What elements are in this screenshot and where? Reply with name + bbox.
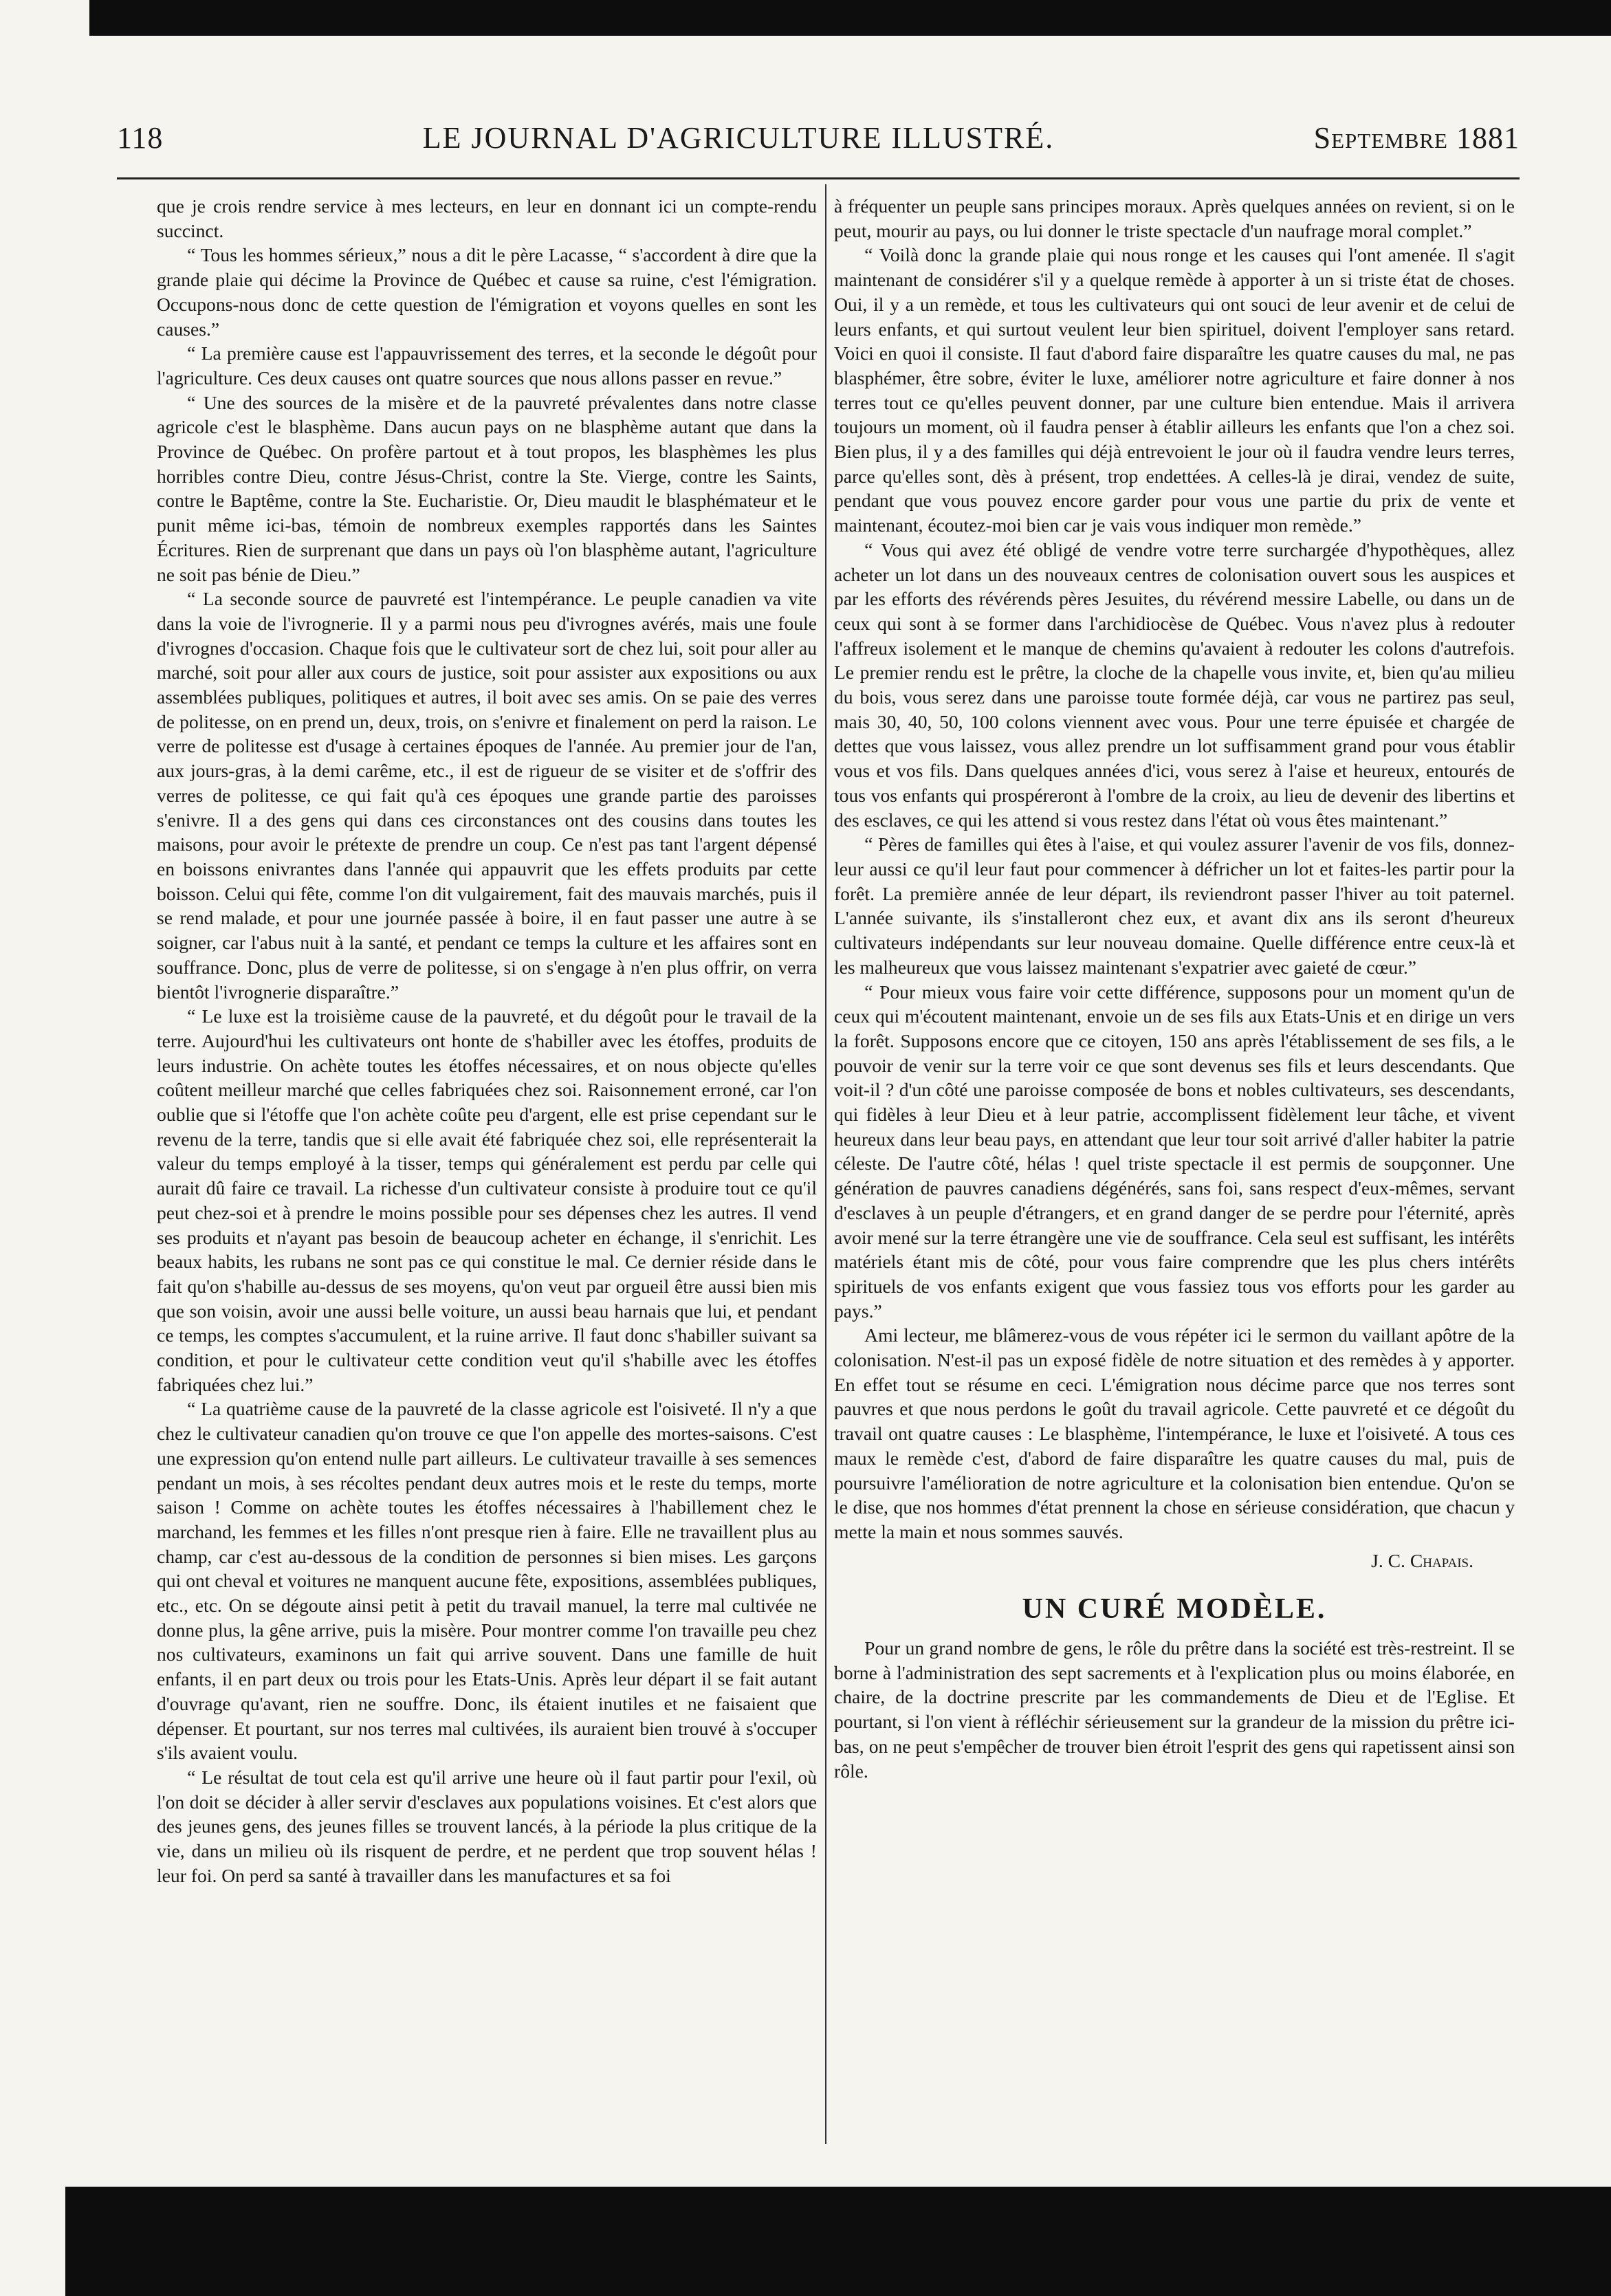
author-signature: J. C. Chapais. bbox=[1371, 1549, 1473, 1571]
paragraph: “ Pères de familles qui êtes à l'aise, et qui voulez assurer l'avenir de vos fils, donnez-leur aussi ce qu'il leur faut pour commencer à défricher un lot et faites-les partir pour la forêt. La première année de leur départ, ils reviendront passer l'hiver au toit paternel. L'année suivante, ils s'installeront chez eux, et avant dix ans ils seront d'heureux cultivateurs indépendants sur leur nouveau domaine. Quelle différence entre ceux-là et les malheureux que vous laissez maintenant s'expatrier avec gaieté de cœur.” bbox=[834, 833, 1515, 978]
issue-date: Septembre 1881 bbox=[1313, 121, 1520, 155]
section-heading: UN CURÉ MODÈLE. bbox=[1022, 1593, 1327, 1626]
journal-title: LE JOURNAL D'AGRICULTURE ILLUSTRÉ. bbox=[422, 121, 1055, 155]
paragraph: “ Pour mieux vous faire voir cette différence, supposons pour un moment qu'un de ceux qui m'écoutent maintenant, envoie un de ses fils aux Etats-Unis et en dirige un vers la forêt. Supposons encore que ce citoyen, 150 ans après l'établissement de ses fils, a le pouvoir de venir sur la terre voir ce que sont devenus ses fils et leurs descendants. Que voit-il ? d'un côté une paroisse composée de bons et nobles cultivateurs, ses descendants, qui fidèles à leur Dieu et à leur patrie, accomplissent fidèlement leur tâche, et vivent heureux dans leur beau pays, en attendant que leur tour soit arrivé d'aller habiter la patrie céleste. De l'autre côté, hélas ! quel triste spectacle il est permis de soupçonner. Une génération de pauvres canadiens dégénérés, sans foi, sans respect d'eux-mêmes, servant d'esclaves à un peuple d'étrangers, et en grand danger de se perdre pour l'éternité, après avoir mené sur la terre étrangère une vie de souffrance. Cela seul est suffisant, les intérêts matériels étant mis de côté, pour vous faire comprendre que les plus chers intérêts spirituels de vos enfants exigent que vous fassiez tous vos efforts pour les garder au pays.” bbox=[834, 981, 1515, 1322]
paragraph: “ Vous qui avez été obligé de vendre votre terre surchargée d'hypothèques, allez acheter un lot dans un des nouveaux centres de colonisation ouvert sous les auspices et par les efforts des révérends pères Jesuites, du révérend messire Labelle, ou dans un de ceux qui sont à se former dans l'archidiocèse de Québec. Vous n'avez plus à redouter l'affreux isolement et le manque de chemins qu'avaient à redouter les colons d'autrefois. Le premier rendu est le prêtre, la cloche de la chapelle vous invite, et, bien qu'au milieu du bois, vous serez dans une paroisse toute formée déjà, car vous ne partirez pas seul, mais 30, 40, 50, 100 colons viennent avec vous. Pour une terre épuisée et chargée de dettes que vous laissez, vous allez prendre un lot suffisamment grand pour vous établir vous et vos fils. Dans quelques années d'ici, vous serez à l'aise et heureux, entourés de tous vos enfants qui prospéreront à l'ombre de la croix, au lieu de devenir des libertins et des esclaves, ce qui les attend si vous restez dans l'état où vous êtes maintenant.” bbox=[834, 538, 1515, 831]
paragraph: “ La seconde source de pauvreté est l'intempérance. Le peuple canadien va vite dans la voie de l'ivrognerie. Il y a parmi nous peu d'ivrognes avérés, mais une foule d'ivrognes d'occasion. Chaque fois que le cultivateur sort de chez lui, soit pour aller au marché, soit pour aller aux cours de justice, soit pour assister aux expositions ou aux assemblées publiques, politiques et autres, il boit avec ses amis. On se paie des verres de politesse, on en prend un, deux, trois, on s'enivre et finalement on perd la raison. Le verre de politesse est d'usage à certaines époques de l'année. Au premier jour de l'an, aux jours-gras, à la demi carême, etc., il est de rigueur de se visiter et de s'offrir des verres de politesse, ce qui fait qu'à ces époques une grande partie des paroisses s'enivre. Il a des gens qui dans ces circonstances ont des cousins dans toutes les maisons, pour avoir le prétexte de prendre un coup. Ce n'est pas tant l'argent dépensé en boissons enivrantes dans l'année qui appauvrit que les effets produits par cette boisson. Celui qui fête, comme l'on dit vulgairement, fait des mauvais marchés, puis il se rend malade, et pour une journée passée à boire, il en faut passer une autre à se soigner, car l'abus nuit à la santé, et pendant ce temps la culture et les affaires sont en souffrance. Donc, plus de verre de politesse, si on s'engage à n'en plus offrir, on verra bientôt l'ivrognerie disparaître.” bbox=[157, 588, 817, 1003]
paragraph: “ Une des sources de la misère et de la pauvreté prévalentes dans notre classe agricole c'est le blasphème. Dans aucun pays on ne blasphème autant que dans la Province de Québec. On profère partout et à tout propos, les blasphèmes les plus horribles contre Dieu, contre Jésus-Christ, contre la Ste. Vierge, contre les Saints, contre le Baptême, contre la Ste. Eucharistie. Or, Dieu maudit le blasphémateur et le punit même ici-bas, témoin de nombreux exemples rapportés dans les Saintes Écritures. Rien de surprenant que dans un pays où l'on blasphème autant, l'agriculture ne soit pas bénie de Dieu.” bbox=[157, 391, 817, 585]
right-column bbox=[834, 194, 1515, 1783]
scan-edge-bottom bbox=[65, 2187, 1611, 2296]
paragraph: Ami lecteur, me blâmerez-vous de vous répéter ici le sermon du vaillant apôtre de la colonisation. N'est-il pas un exposé fidèle de notre situation et des remèdes à y apporter. En effet tout se résume en ceci. L'émigration nous décime parce que nos terres sont pauvres et que nous perdons le goût du travail agricole. Cette pauvreté et ce dégoût du travail ont quatre causes : Le blasphème, l'intempérance, le luxe et l'oisiveté. A tous ces maux le remède c'est, d'abord de faire disparaître les quatre causes du mal, puis de poursuivre l'amélioration de notre agriculture et la colonisation bien entendue. Qu'on se le dise, que nos hommes d'état prennent la chose en sérieuse considération, que chacun y mette la main et nous sommes sauvés. bbox=[834, 1324, 1515, 1542]
paragraph: que je crois rendre service à mes lecteurs, en leur en donnant ici un compte-rendu succinct. bbox=[157, 195, 817, 241]
column-divider bbox=[825, 184, 826, 2144]
paragraph: “ La première cause est l'appauvrissement des terres, et la seconde le dégoût pour l'agriculture. Ces deux causes ont quatre sources que nous allons passer en revue.” bbox=[157, 342, 817, 389]
page-header bbox=[117, 120, 1520, 168]
paragraph: “ Le résultat de tout cela est qu'il arrive une heure où il faut partir pour l'exil, où l'on doit se décider à aller servir d'esclaves aux populations voisines. Et c'est alors que des jeunes gens, des jeunes filles se trouvent lancés, à la période la plus critique de la vie, dans un milieu où ils risquent de perdre, et ne perdent que trop souvent hélas ! leur foi. On perd sa santé à travailler dans les manufactures et sa foi bbox=[157, 1767, 817, 1886]
left-column bbox=[157, 194, 817, 1888]
paragraph: “ Voilà donc la grande plaie qui nous ronge et les causes qui l'ont amenée. Il s'agit maintenant de considérer s'il y a quelque remède à apporter à un si triste état de choses. Oui, il y a un remède, et tous les cultivateurs qui ont souci de leur avenir et de celui de leurs enfants, et qui surtout veulent leur bien spirituel, doivent l'employer sans retard. Voici en quoi il consiste. Il faut d'abord faire disparaître les quatre causes du mal, ne pas blasphémer, être sobre, éviter le luxe, améliorer notre agriculture et faire donner à nos terres tout ce qu'elles peuvent donner, par une culture bien entendue. Mais il arrivera toujours un moment, où il faudra penser à établir ailleurs les enfants que l'on a chez soi. Bien plus, il y a des familles qui déjà entrevoient le jour où il faudra vendre leurs terres, parce qu'elles sont, dès à présent, trop endettées. A celles-là je dirai, vendez de suite, pendant que vous pouvez encore garder pour vous une partie du prix de vente et maintenant, écoutez-moi bien car je vais vous indiquer mon remède.” bbox=[834, 244, 1515, 536]
paragraph: “ La quatrième cause de la pauvreté de la classe agricole est l'oisiveté. Il n'y a que chez le cultivateur canadien qu'on trouve ce que l'on appelle des mortes-saisons. C'est une expression qu'on entend nulle part ailleurs. Le cultivateur travaille à ses semences pendant un mois, à ses récoltes pendant deux autres mois et le reste du temps, morte saison ! Comme on achète toutes les étoffes nécessaires à l'habillement chez le marchand, les femmes et les filles n'ont presque rien à faire. Elle ne travaillent plus au champ, car c'est au-dessous de la condition de personnes si bien mises. Les garçons qui ont cheval et voitures ne manquent aucune fête, expositions, assemblées publiques, etc., etc. On se dégoute ainsi petit à petit du travail manuel, la terre mal cultivée ne donne plus, la gêne arrive, puis la misère. Pour montrer comme l'on travaille peu chez nos cultivateurs, examinons un fait qui arrive souvent. Dans une famille de huit enfants, il en part deux ou trois pour les Etats-Unis. Après leur départ il se fait autant d'ouvrage qu'avant, rien ne souffre. Donc, ils étaient inutiles et ne faisaient que dépenser. Et pourtant, sur nos terres mal cultivées, ils auraient bien trouvé à s'occuper s'ils avaient voulu. bbox=[157, 1398, 817, 1764]
header-rule bbox=[117, 177, 1520, 179]
scan-edge-top bbox=[89, 0, 1611, 36]
page-number: 118 bbox=[117, 121, 164, 155]
paragraph: à fréquenter un peuple sans principes moraux. Après quelques années on revient, si on le peut, mourir au pays, ou lui donner le triste spectacle d'un naufrage moral complet.” bbox=[834, 195, 1515, 241]
paragraph: “ Le luxe est la troisième cause de la pauvreté, et du dégoût pour le travail de la terre. Aujourd'hui les cultivateurs ont honte de s'habiller avec les étoffes, produits de leurs industrie. On achète toutes les étoffes nécessaires, et on nous objecte qu'elles coûtent meilleur marché que celles fabriquées chez soi. Raisonnement erroné, car l'on oublie que si l'étoffe que l'on achète coûte peu d'argent, elle est prise cependant sur le revenu de la terre, tandis que si elle avait été fabriquée chez soi, elle représenterait la valeur du temps employé à la tisser, temps qui généralement est perdu par celle qui aurait dû faire ce travail. La richesse d'un cultivateur consiste à produire tout ce qu'il peut chez-soi et à prendre le moins possible pour ses dépenses chez les autres. Il vend ses produits et n'ayant pas besoin de beaucoup acheter en échange, il s'enrichit. Les beaux habits, les rubans ne sont pas ce qui constitue le mal. Ce dernier réside dans le fait qu'on s'habille au-dessus de ses moyens, qu'on veut par orgueil être aussi bien mis que son voisin, avoir une aussi belle voiture, un aussi beau harnais que lui, et pendant ce temps, les comptes s'accumulent, et la ruine arrive. Il faut donc s'habiller suivant sa condition, et pour le cultivateur cette condition veut qu'il s'habille avec les étoffes fabriquées chez lui.” bbox=[157, 1005, 817, 1395]
paragraph: “ Tous les hommes sérieux,” nous a dit le père Lacasse, “ s'accordent à dire que la grande plaie qui décime la Province de Québec et cause sa ruine, c'est l'émigration. Occupons-nous donc de cette question de l'émigration et voyons quelles en sont les causes.” bbox=[157, 244, 817, 340]
paragraph: Pour un grand nombre de gens, le rôle du prêtre dans la société est très-restreint. Il se borne à l'administration des sept sacrements et à l'explication plus ou moins élaborée, en chaire, de la doctrine prescrite par les commandements de Dieu et de l'Eglise. Et pourtant, si l'on vient à réfléchir sérieusement sur la grandeur de la mission du prêtre ici-bas, on ne peut s'empêcher de trouver bien étroit l'esprit des gens qui rapetissent ainsi son rôle. bbox=[834, 1637, 1515, 1782]
